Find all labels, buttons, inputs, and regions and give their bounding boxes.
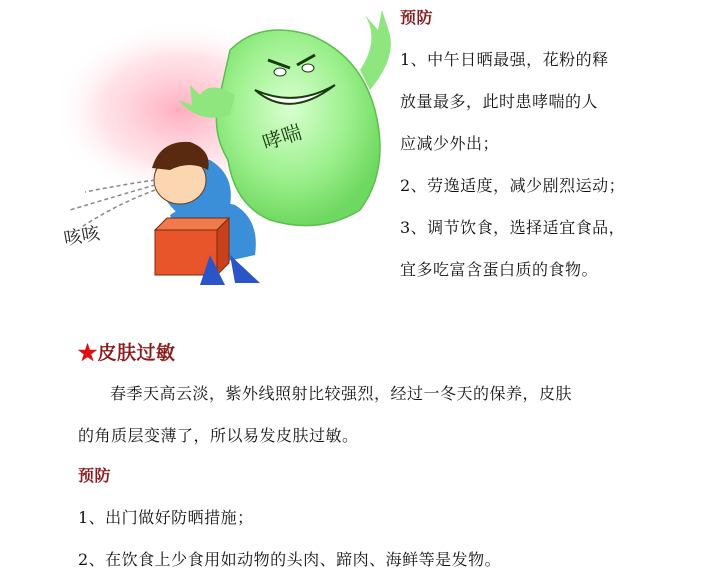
star-icon: ★: [78, 342, 98, 364]
asthma-illustration: [60, 0, 400, 310]
skin-prevention-heading: 预防: [78, 466, 112, 485]
asthma-prevention-line: 1、中午日晒最强，花粉的释: [400, 50, 609, 69]
skin-allergy-paragraph-line: 春季天高云淡，紫外线照射比较强烈，经过一冬天的保养，皮肤: [110, 384, 573, 403]
skin-prevention-item: 2、在饮食上少食用如动物的头肉、蹄肉、海鲜等是发物。: [78, 550, 502, 569]
asthma-prevention-line: 3、调节饮食，选择适宜食品，: [400, 218, 626, 237]
monster-handwriting: 哮喘: [259, 119, 305, 155]
asthma-prevention-line: 2、劳逸适度，减少剧烈运动；: [400, 176, 626, 195]
asthma-prevention-line: 宜多吃富含蛋白质的食物。: [400, 260, 599, 279]
skin-allergy-title: [78, 341, 176, 365]
skin-prevention-item: 1、出门做好防晒措施；: [78, 508, 254, 527]
asthma-prevention-line: 放量最多，此时患哮喘的人: [400, 92, 599, 111]
skin-allergy-paragraph-line: 的角质层变薄了，所以易发皮肤过敏。: [78, 426, 359, 445]
asthma-prevention-heading: 预防: [400, 8, 434, 27]
asthma-prevention-line: 应减少外出；: [400, 134, 500, 153]
skin-allergy-title-text: 皮肤过敏: [97, 342, 176, 364]
cough-handwriting: 咳咳: [62, 222, 102, 250]
